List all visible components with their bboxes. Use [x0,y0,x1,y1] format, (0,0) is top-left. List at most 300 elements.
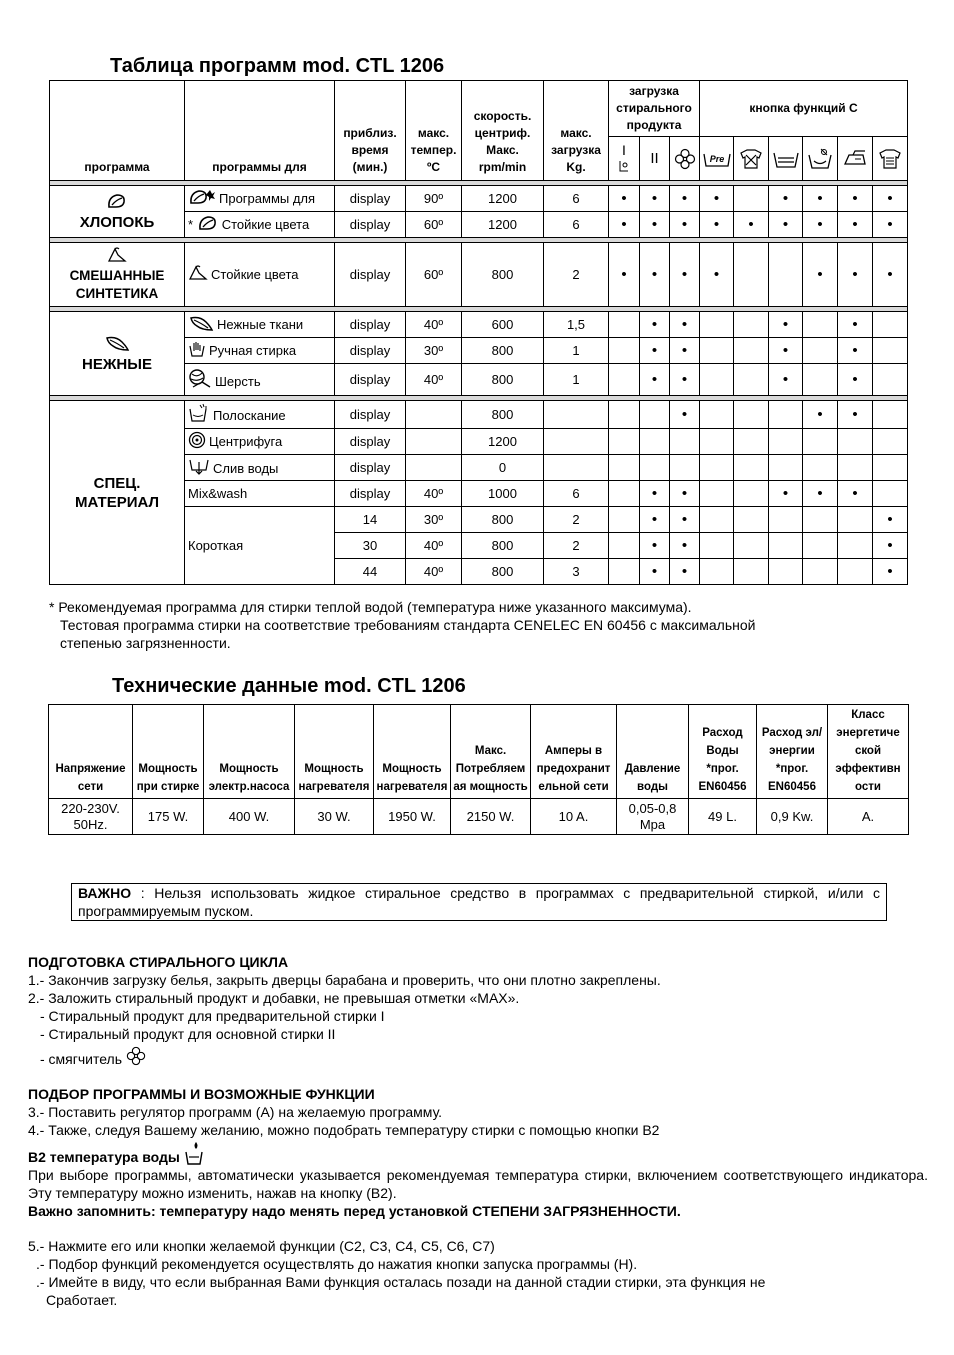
program-label-cell [185,429,335,455]
temp-cell [406,429,462,455]
cotton-stain-icon [188,188,216,209]
function-mark-cell: • [769,312,803,338]
function-mark-cell [700,429,734,455]
prep-softener-label: - смягчитель [40,1051,123,1067]
prep-step-2: 2.- Заложить стиральный продукт и добавки, не превышая отметки «MAX». [28,990,520,1006]
water-temperature-icon [184,1140,204,1166]
temp-cell: 40º [406,312,462,338]
function-mark-cell: • [670,212,700,238]
step5-line-4: Сработает. [46,1292,118,1308]
shirt-cross-icon [737,148,765,170]
prep-main-detergent: - Стиральный продукт для основной стирки II [40,1026,336,1042]
delicate-icon [104,334,130,355]
function-mark-cell: • [640,212,670,238]
function-mark-cell: • [803,212,838,238]
function-mark-cell [609,364,640,396]
spin-icon [188,431,206,452]
program-label: Стойкие цвета [221,217,310,232]
program-row [50,186,908,212]
function-mark-cell: • [640,481,670,507]
program-label-cell [185,312,335,338]
function-mark-cell [700,364,734,396]
drain-icon [188,456,210,479]
function-mark-cell: • [670,401,700,429]
function-mark-cell [769,243,803,307]
speed-cell: 0 [462,455,544,481]
load-cell [544,429,609,455]
function-mark-cell: • [803,243,838,307]
function-mark-cell [700,559,734,585]
load-cell [544,401,609,429]
iron-icon [841,148,869,170]
tech-value-cell: 49 L. [689,799,757,835]
function-mark-cell [700,338,734,364]
program-label: Стойкие цвета [211,267,299,282]
function-mark-cell: • [769,186,803,212]
tech-value-cell: 400 W. [204,799,295,835]
tech-header-cell: Мощность электр.насоса [204,705,295,799]
select-section [28,1085,928,1139]
function-mark-cell: • [700,243,734,307]
temp-cell: 30º [406,507,462,533]
load-cell: 1 [544,338,609,364]
function-mark-cell [769,533,803,559]
load-cell: 1,5 [544,312,609,338]
tech-value-cell: 175 W. [133,799,204,835]
function-mark-cell: • [838,401,873,429]
recommended-marker: * [188,217,194,232]
function-mark-cell [609,481,640,507]
function-mark-cell [838,559,873,585]
program-label: Центрифуга [209,434,283,449]
time-cell: display [335,481,406,507]
program-label: Программы для [219,191,316,206]
function-mark-cell [609,401,640,429]
select-heading: ПОДБОР ПРОГРАММЫ И ВОЗМОЖНЫЕ ФУНКЦИИ [28,1086,375,1102]
function-mark-cell [873,338,908,364]
compartment-2-header [640,137,670,181]
func-iron-header [838,137,873,181]
function-mark-cell: • [640,186,670,212]
function-mark-cell [609,559,640,585]
function-mark-cell: • [700,186,734,212]
temp-cell: 40º [406,481,462,507]
function-mark-cell: • [838,338,873,364]
speed-cell: 800 [462,338,544,364]
program-label: Полоскание [213,408,286,423]
tech-header-cell: Давление воды [617,705,689,799]
time-cell: 30 [335,533,406,559]
function-mark-cell [700,401,734,429]
function-mark-cell [734,481,769,507]
program-row [50,243,908,307]
function-mark-cell [609,312,640,338]
load-cell [544,455,609,481]
prep-heading: ПОДГОТОВКА СТИРАЛЬНОГО ЦИКЛА [28,954,289,970]
speed-cell: 600 [462,312,544,338]
delicate-icon [188,314,214,335]
function-mark-cell: • [803,401,838,429]
step5-line-1: 5.- Нажмите его или кнопки желаемой функции (C2, C3, C4, C5, C6, C7) [28,1238,495,1254]
function-mark-cell: • [873,559,908,585]
function-mark-cell: • [873,243,908,307]
function-mark-cell [700,481,734,507]
time-cell: display [335,401,406,429]
tech-header-cell: Мощность нагревателя [295,705,374,799]
header-temp: макс. темпер. ºC [406,81,462,181]
function-mark-cell: • [670,243,700,307]
function-mark-cell: • [640,507,670,533]
function-mark-cell: • [803,186,838,212]
b2-section [28,1140,928,1220]
program-row [50,312,908,338]
tech-header-cell: Амперы в предохранит ельной сети [531,705,617,799]
important-text: : Нельзя использовать жидкое стиральное средство в программах с предварительной стиркой, и/или с программируемым пуском. [78,885,880,919]
program-table-title: Таблица программ mod. CTL 1206 [110,55,445,77]
footnote-test-program: Тестовая программа стирки на соответствие требованиям стандарта CENELEC EN 60456 с максимальной [60,617,756,633]
tech-header-cell: Мощность нагревателя [374,705,451,799]
function-mark-cell [873,429,908,455]
temp-cell [406,455,462,481]
function-mark-cell: • [670,481,700,507]
program-label-cell [185,481,335,507]
b2-important-note: Важно запомнить: температуру надо менять перед установкой СТЕПЕНИ ЗАГРЯЗНЕННОСТИ. [28,1203,681,1219]
header-programs-for: программы для [185,81,335,181]
tech-header-cell: Расход Воды *прог. EN60456 [689,705,757,799]
function-mark-cell: • [609,186,640,212]
rinse-icon [188,403,210,426]
function-mark-cell [803,507,838,533]
function-mark-cell [609,455,640,481]
time-cell: 14 [335,507,406,533]
load-cell: 2 [544,243,609,307]
time-cell: display [335,429,406,455]
function-mark-cell [873,481,908,507]
function-mark-cell [803,312,838,338]
time-cell: display [335,312,406,338]
function-mark-cell: • [769,364,803,396]
function-mark-cell [873,401,908,429]
program-label-cell [185,364,335,396]
temp-cell: 40º [406,533,462,559]
function-mark-cell [734,243,769,307]
time-cell: 44 [335,559,406,585]
program-label-cell [185,455,335,481]
tech-header-cell: Напряжение сети [49,705,133,799]
load-cell: 2 [544,507,609,533]
program-label-cell [185,186,335,212]
footnotes [49,598,909,652]
tech-value-cell: 0,05-0,8 Mpa [617,799,689,835]
program-label: Нежные ткани [217,317,304,332]
function-mark-cell [734,364,769,396]
time-cell: display [335,186,406,212]
function-mark-cell: • [769,481,803,507]
load-cell: 6 [544,481,609,507]
function-mark-cell [803,455,838,481]
prep-prewash-detergent: - Стиральный продукт для предварительной стирки I [40,1008,385,1024]
function-mark-cell [769,455,803,481]
b2-heading: B2 температура воды [28,1149,180,1165]
tech-value-cell: 0,9 Kw. [757,799,828,835]
load-cell: 3 [544,559,609,585]
function-mark-cell [700,533,734,559]
function-mark-cell [838,429,873,455]
function-mark-cell: • [803,481,838,507]
time-cell: display [335,455,406,481]
prep-step-1: 1.- Закончив загрузку белья, закрыть дверцы барабана и проверить, что они плотно закреплены. [28,972,661,988]
function-mark-cell [670,455,700,481]
function-mark-cell [734,455,769,481]
func-easy-iron-header [734,137,769,181]
tech-table-title: Технические данные mod. CTL 1206 [112,675,466,697]
program-label-cell [185,401,335,429]
tech-value-cell: A. [828,799,909,835]
function-mark-cell: • [769,212,803,238]
function-mark-cell [803,533,838,559]
function-mark-cell [873,364,908,396]
function-mark-cell: • [640,364,670,396]
function-mark-cell: • [838,243,873,307]
svg-text:Pre: Pre [709,153,724,164]
tech-value-cell: 1950 W. [374,799,451,835]
function-mark-cell [700,507,734,533]
function-mark-cell: • [838,312,873,338]
cotton-icon [106,192,128,213]
shirt-icon [876,148,904,170]
function-mark-cell: • [640,243,670,307]
speed-cell: 800 [462,533,544,559]
time-cell: display [335,212,406,238]
function-mark-cell [734,507,769,533]
tech-value-cell: 30 W. [295,799,374,835]
program-label: Шерсть [215,374,261,389]
function-mark-cell [609,429,640,455]
function-mark-cell: • [873,186,908,212]
short-program-label: Короткая [185,507,335,585]
load-cell: 6 [544,212,609,238]
important-label: ВАЖНО [78,885,132,901]
program-table [49,80,908,585]
temp-cell: 40º [406,559,462,585]
wash-tub-icon [772,148,800,170]
function-mark-cell [803,559,838,585]
function-mark-cell: • [873,533,908,559]
function-mark-cell [640,455,670,481]
cotton-icon [197,214,219,235]
function-mark-cell: • [873,212,908,238]
program-group-cell [50,243,185,307]
function-mark-cell [769,401,803,429]
header-load: макс. загрузка Kg. [544,81,609,181]
header-detergent: загрузка стирального продукта [609,81,700,137]
time-cell: display [335,243,406,307]
temp-cell: 90º [406,186,462,212]
select-step-4: 4.- Также, следуя Вашему желанию, можно подобрать температуру стирки с помощью кнопки B2 [28,1122,660,1138]
temp-cell [406,401,462,429]
program-group-cell [50,312,185,396]
function-mark-cell [803,429,838,455]
function-mark-cell: • [838,481,873,507]
function-mark-cell: • [609,243,640,307]
function-mark-cell [769,559,803,585]
function-mark-cell: • [670,507,700,533]
function-mark-cell [803,338,838,364]
load-cell: 2 [544,533,609,559]
speed-cell: 800 [462,243,544,307]
extra-rinse-icon [806,147,834,171]
function-mark-cell [734,429,769,455]
b2-paragraph: При выборе программы, автоматически указывается рекомендуемая температура стирки, включением соответствующего индикатора. Эту температуру можно изменить, нажав на кнопку (B2). [28,1167,928,1201]
prep-section [28,953,928,1068]
load-cell: 6 [544,186,609,212]
function-mark-cell [873,455,908,481]
step5-line-3: .- Имейте в виду, что если выбранная Вами функция осталась позади на данной стадии стирки, эта функция не [36,1274,766,1290]
load-cell: 1 [544,364,609,396]
function-mark-cell [734,338,769,364]
function-mark-cell [734,533,769,559]
function-mark-cell [700,455,734,481]
header-functions: кнопка функций С [700,81,908,137]
select-step-3: 3.- Поставить регулятор программ (A) на желаемую программу. [28,1104,443,1120]
program-label-cell [185,338,335,364]
speed-cell: 800 [462,507,544,533]
function-mark-cell: • [670,186,700,212]
speed-cell: 1200 [462,212,544,238]
program-group-name: СМЕШАННЫЕ СИНТЕТИКА [69,268,165,301]
function-mark-cell [640,429,670,455]
function-mark-cell [769,429,803,455]
program-label-cell [185,243,335,307]
function-mark-cell: • [769,338,803,364]
function-mark-cell [670,429,700,455]
footnote-recommended: * Рекомендуемая программа для стирки теплой водой (температура ниже указанного максимума). [49,599,692,615]
tech-header-cell: Мощность при стирке [133,705,204,799]
softener-flower-icon [674,148,696,170]
prep-softener-line [28,1046,928,1068]
important-box [71,883,887,921]
step5-section [28,1237,928,1309]
time-cell: display [335,364,406,396]
function-mark-cell: • [670,338,700,364]
tech-header-cell: Класс энергетиче ской эффективн ости [828,705,909,799]
step5-line-2: .- Подбор функций рекомендуется осуществлять до нажатия кнопки запуска программы (H). [36,1256,638,1272]
time-cell: display [335,338,406,364]
function-mark-cell [734,401,769,429]
program-label: Mix&wash [188,486,248,501]
function-mark-cell: • [640,533,670,559]
program-group-name: СПЕЦ. МАТЕРИАЛ [74,474,160,511]
function-mark-cell: • [873,507,908,533]
function-mark-cell [838,507,873,533]
header-speed: скорость. центриф. Макс. rpm/min [462,81,544,181]
compartment-1-header [609,137,640,181]
tech-header-cell: Макс. Потребляем ая мощность [451,705,531,799]
function-mark-cell [609,507,640,533]
function-mark-cell [734,559,769,585]
tech-value-cell: 10 A. [531,799,617,835]
function-mark-cell [609,338,640,364]
function-mark-cell [838,455,873,481]
softener-flower-icon [126,1046,146,1066]
function-mark-cell: • [734,212,769,238]
b2-heading-line [28,1140,928,1166]
program-group-cell [50,401,185,585]
program-group-cell [50,186,185,238]
function-mark-cell: • [670,533,700,559]
compartment-2-label: II [650,149,659,167]
header-time: приблиз. время (мин.) [335,81,406,181]
temp-cell: 60º [406,212,462,238]
synthetic-icon [107,246,127,267]
function-mark-cell: • [640,559,670,585]
function-mark-cell [609,533,640,559]
speed-cell: 1200 [462,429,544,455]
synthetic-icon [188,264,208,285]
function-mark-cell: • [670,312,700,338]
tech-table [48,704,909,835]
program-group-name: НЕЖНЫЕ [82,355,152,373]
function-mark-cell: • [700,212,734,238]
speed-cell: 1000 [462,481,544,507]
tech-value-cell: 220-230V. 50Hz. [49,799,133,835]
function-mark-cell: • [838,186,873,212]
function-mark-cell: • [640,312,670,338]
temp-cell: 60º [406,243,462,307]
function-mark-cell [734,186,769,212]
function-mark-cell: • [609,212,640,238]
speed-cell: 1200 [462,186,544,212]
prewash-drawer-icon [617,159,631,173]
program-label: Ручная стирка [209,343,297,358]
function-mark-cell: • [838,212,873,238]
function-mark-cell [838,533,873,559]
function-mark-cell [769,507,803,533]
hand-wash-icon [188,340,206,361]
speed-cell: 800 [462,559,544,585]
function-mark-cell: • [640,338,670,364]
function-mark-cell [803,364,838,396]
function-mark-cell [640,401,670,429]
func-prewash-header [700,137,734,181]
tech-value-cell: 2150 W. [451,799,531,835]
function-mark-cell: • [670,364,700,396]
footnote-soiling: степенью загрязненности. [60,635,231,651]
wool-icon [188,367,212,392]
compartment-1-label: I [622,141,626,158]
function-mark-cell [734,312,769,338]
temp-cell: 40º [406,364,462,396]
header-program: программа [50,81,185,181]
softener-header [670,137,700,181]
tech-header-cell: Расход эл/энергии *прог. EN60456 [757,705,828,799]
function-mark-cell: • [670,559,700,585]
speed-cell: 800 [462,401,544,429]
program-group-name: ХЛОПОКЬ [79,213,155,231]
program-row [50,401,908,429]
program-label: Слив воды [213,461,279,476]
function-mark-cell [700,312,734,338]
func-shirt-header [873,137,908,181]
prewash-icon [702,148,732,170]
func-intensive-header [769,137,803,181]
func-extra-rinse-header [803,137,838,181]
function-mark-cell: • [838,364,873,396]
speed-cell: 800 [462,364,544,396]
temp-cell: 30º [406,338,462,364]
program-label-cell [185,212,335,238]
function-mark-cell [873,312,908,338]
